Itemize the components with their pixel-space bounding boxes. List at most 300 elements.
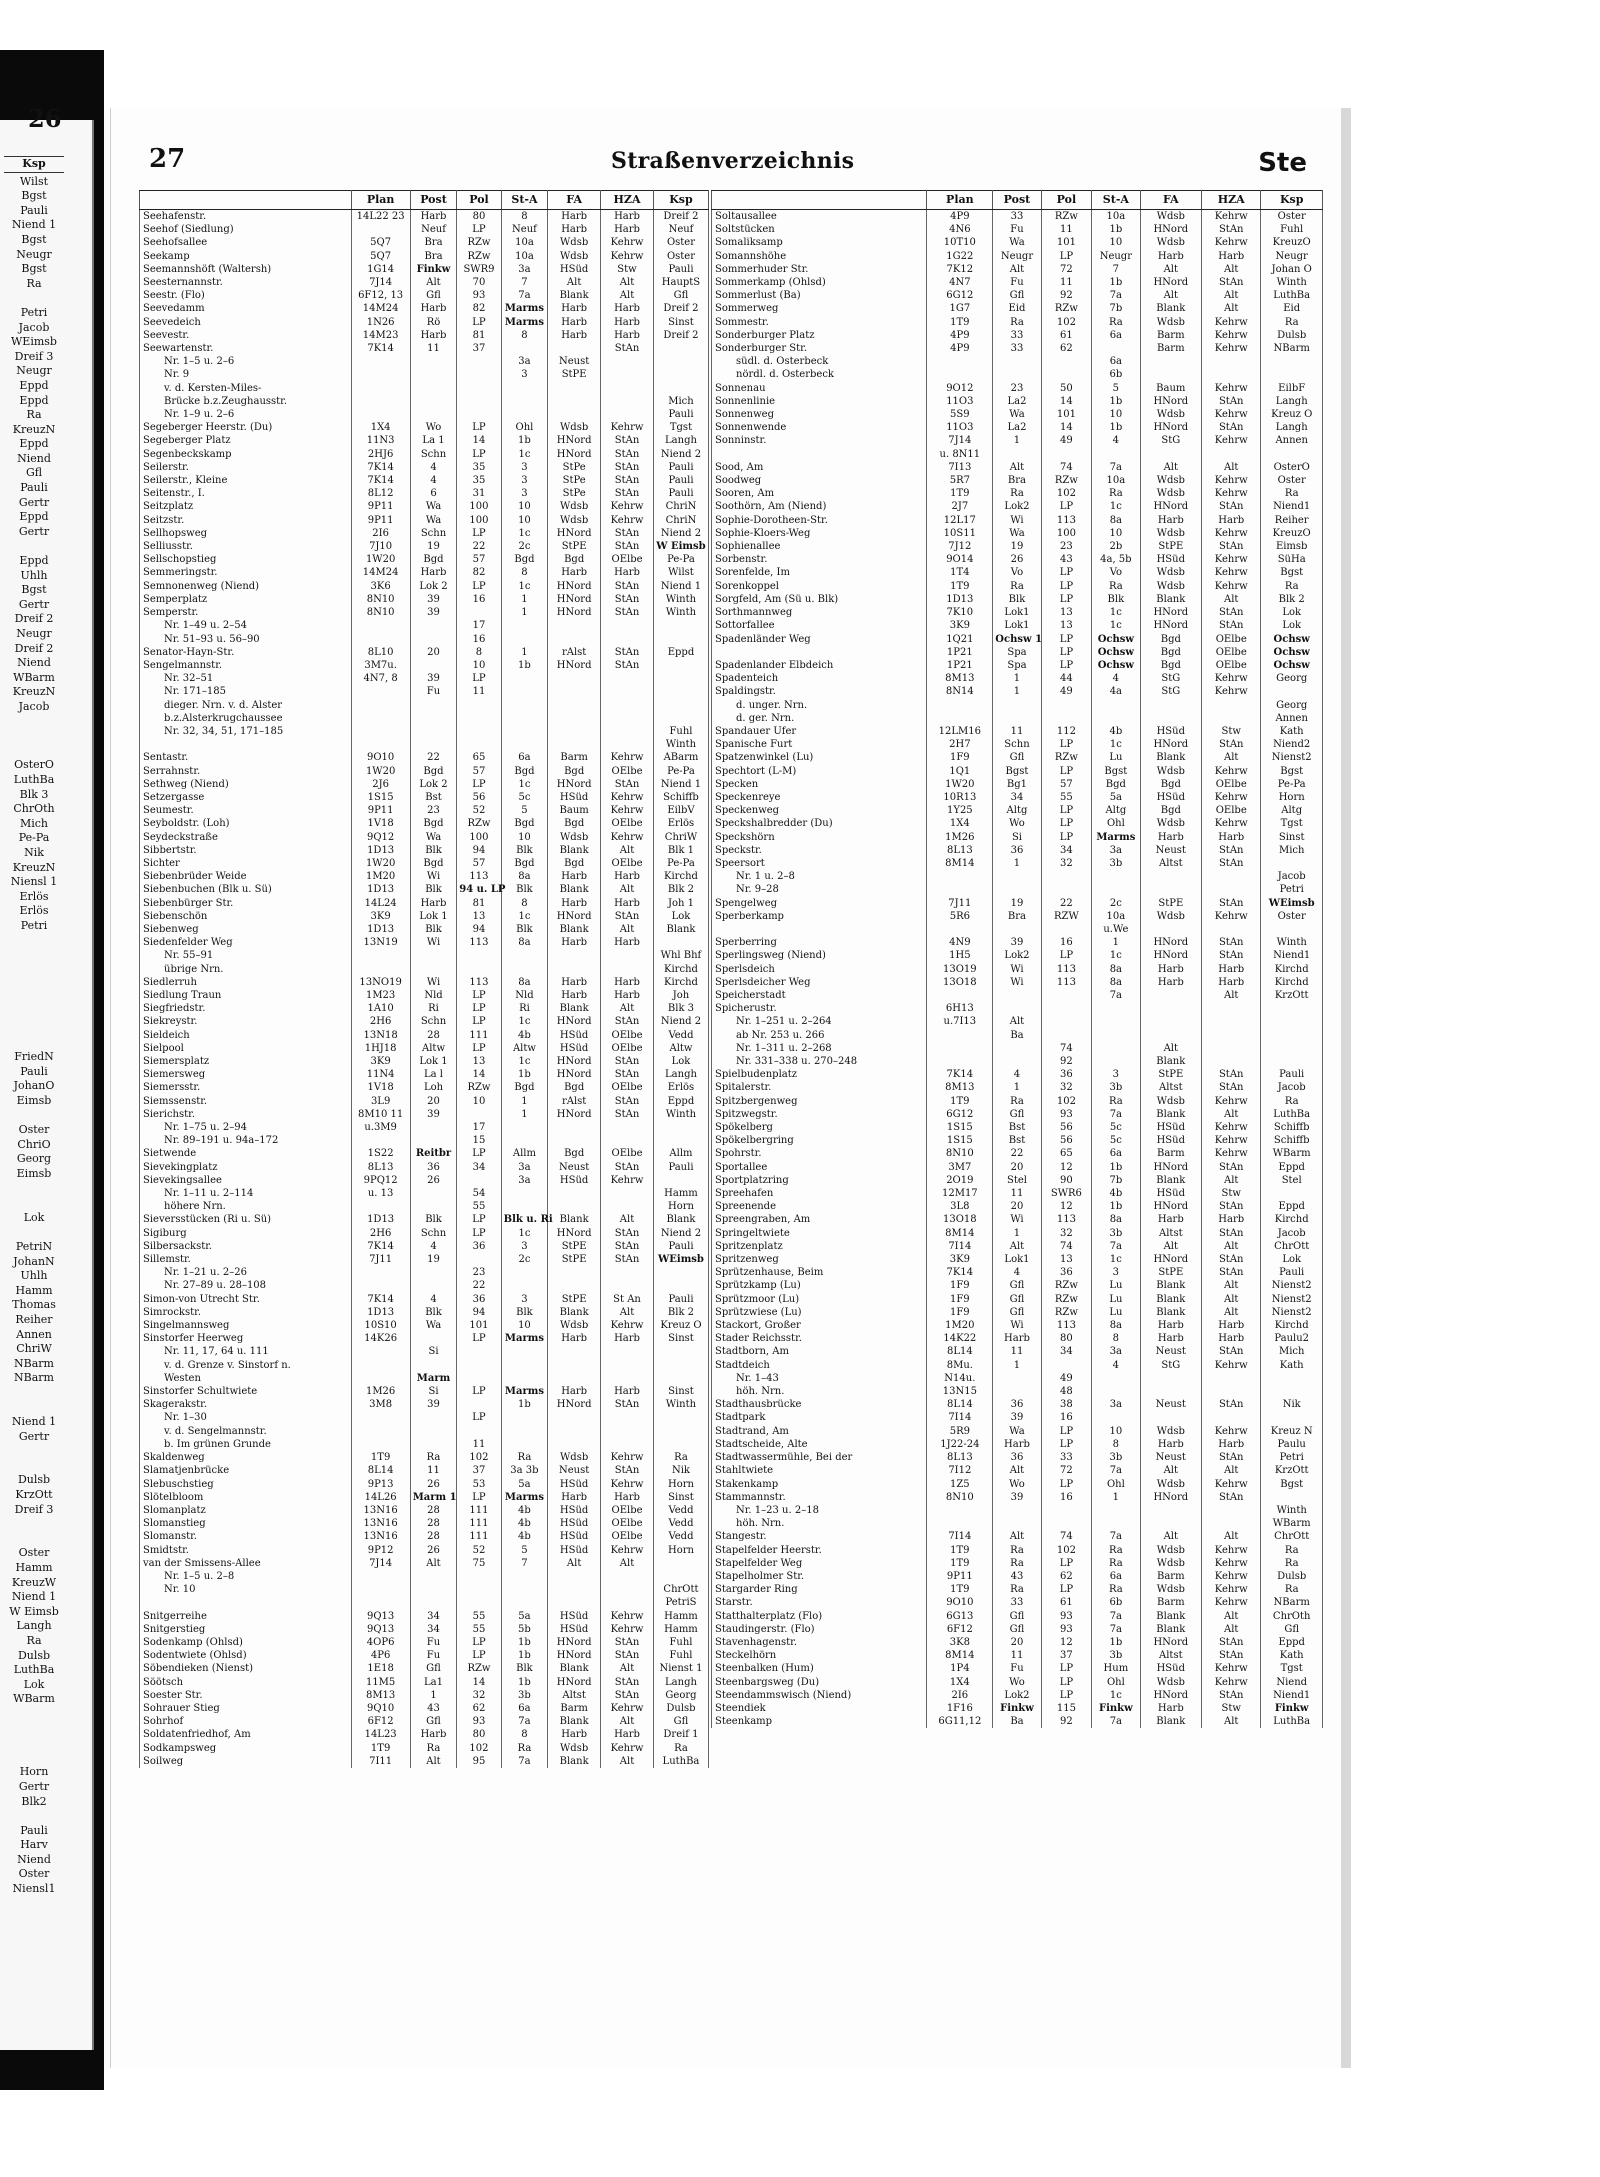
cell-fa: Wdsb <box>1140 474 1202 487</box>
cell-fa: Harb <box>548 936 601 949</box>
cell-fa: Harb <box>548 897 601 910</box>
cell-hza: Kehrw <box>1202 236 1261 249</box>
cell-fa <box>548 963 601 976</box>
cell-st-a: 3a <box>501 263 548 276</box>
cell-st-a <box>1092 1055 1140 1068</box>
street-name: Stadtpark <box>712 1411 927 1424</box>
cell-fa: HSüd <box>1140 1662 1202 1675</box>
cell-fa: StPE <box>1140 1266 1202 1279</box>
cell-ksp: Kreuz O <box>1261 408 1323 421</box>
cell-fa: Blank <box>1140 751 1202 764</box>
cell-post: Ra <box>410 1742 457 1755</box>
cell-st-a: 1b <box>1092 223 1140 236</box>
cell-fa: HSüd <box>1140 1187 1202 1200</box>
cell-st-a: Blk <box>501 1662 548 1675</box>
cell-post: Lok1 <box>993 1253 1041 1266</box>
previous-page-entry: Oster <box>18 1123 50 1137</box>
cell-st-a: 1b <box>501 1676 548 1689</box>
cell-ksp: Mich <box>1261 844 1323 857</box>
table-row <box>140 1279 709 1292</box>
street-name: Simon-von Utrecht Str. <box>140 1293 352 1306</box>
cell-hza: OElbe <box>1202 633 1261 646</box>
cell-post <box>993 368 1041 381</box>
street-name: Speckenweg <box>712 804 927 817</box>
street-name: Siemersplatz <box>140 1055 352 1068</box>
cell-plan: 2H6 <box>351 1227 410 1240</box>
cell-plan: 1W20 <box>927 778 993 791</box>
cell-hza: Kehrw <box>1202 1662 1261 1675</box>
cell-pol: 33 <box>1041 1451 1092 1464</box>
street-name: Sorbenstr. <box>712 553 927 566</box>
cell-hza: Kehrw <box>1202 1095 1261 1108</box>
cell-fa: Wdsb <box>1140 1425 1202 1438</box>
cell-pol: 115 <box>1041 1702 1092 1715</box>
cell-fa: Harb <box>548 976 601 989</box>
cell-post: Marm 1 <box>410 1491 457 1504</box>
cell-plan: 5Q7 <box>351 250 410 263</box>
cell-st-a: 7a <box>1092 989 1140 1002</box>
cell-plan: 8L12 <box>351 487 410 500</box>
cell-pol: 111 <box>457 1517 501 1530</box>
cell-st-a: 4 <box>1092 1359 1140 1372</box>
cell-hza: StAn <box>1202 897 1261 910</box>
street-name: Seevestr. <box>140 329 352 342</box>
cell-pol: 13 <box>1041 606 1092 619</box>
cell-plan: 1E18 <box>351 1662 410 1675</box>
cell-plan: 1W20 <box>351 553 410 566</box>
cell-hza: Kehrw <box>1202 474 1261 487</box>
cell-st-a <box>1092 1385 1140 1398</box>
table-row <box>140 421 709 434</box>
cell-pol: 32 <box>457 1689 501 1702</box>
street-name: Nr. 10 <box>140 1583 352 1596</box>
cell-plan: 1M20 <box>927 1319 993 1332</box>
cell-st-a <box>501 1200 548 1213</box>
cell-st-a: 10a <box>1092 474 1140 487</box>
cell-ksp: Nienst2 <box>1261 1293 1323 1306</box>
cell-hza <box>1202 1002 1261 1015</box>
cell-ksp: Langh <box>653 434 708 447</box>
cell-post: Blk <box>410 1213 457 1226</box>
cell-pol: LP <box>457 672 501 685</box>
cell-ksp: Winth <box>1261 936 1323 949</box>
cell-fa: Blank <box>1140 1610 1202 1623</box>
table-row <box>712 210 1323 224</box>
table-row <box>712 1015 1323 1028</box>
street-name: Slamatjenbrücke <box>140 1464 352 1477</box>
cell-fa <box>548 725 601 738</box>
table-row <box>140 1174 709 1187</box>
cell-ksp: Nik <box>1261 1398 1323 1411</box>
cell-post: Wo <box>410 421 457 434</box>
cell-ksp: Paulu2 <box>1261 1332 1323 1345</box>
table-row <box>712 606 1323 619</box>
cell-post: Wi <box>993 514 1041 527</box>
table-row <box>140 487 709 500</box>
cell-fa: HSüd <box>548 791 601 804</box>
cell-hza: OElbe <box>601 1504 654 1517</box>
cell-plan <box>927 699 993 712</box>
street-name: Speckenreye <box>712 791 927 804</box>
cell-st-a: Bgst <box>1092 765 1140 778</box>
cell-post <box>993 1055 1041 1068</box>
cell-hza: OElbe <box>601 1042 654 1055</box>
cell-st-a <box>1092 1411 1140 1424</box>
cell-st-a: 8 <box>1092 1438 1140 1451</box>
cell-hza: StAn <box>1202 540 1261 553</box>
cell-post: 11 <box>410 342 457 355</box>
table-row <box>712 302 1323 315</box>
cell-ksp: Altw <box>653 1042 708 1055</box>
cell-pol: 93 <box>457 1715 501 1728</box>
cell-plan <box>927 870 993 883</box>
cell-post: 4 <box>410 461 457 474</box>
cell-hza <box>601 1345 654 1358</box>
cell-fa: Harb <box>1140 1319 1202 1332</box>
cell-ksp: Nik <box>653 1464 708 1477</box>
cell-pol: LP <box>1041 1438 1092 1451</box>
cell-ksp: Vedd <box>653 1517 708 1530</box>
cell-ksp <box>1261 685 1323 698</box>
cell-hza: StAn <box>601 580 654 593</box>
previous-page-entry: Ra <box>26 276 42 290</box>
street-name: Seekamp <box>140 250 352 263</box>
cell-hza: StAn <box>1202 1081 1261 1094</box>
table-row <box>140 474 709 487</box>
table-row <box>712 976 1323 989</box>
cell-plan: u.3M9 <box>351 1121 410 1134</box>
cell-fa <box>548 395 601 408</box>
cell-plan: 8N10 <box>927 1491 993 1504</box>
street-name: höhere Nrn. <box>140 1200 352 1213</box>
cell-post: Wo <box>993 1478 1041 1491</box>
cell-fa: Barm <box>548 1702 601 1715</box>
cell-plan: 13N16 <box>351 1530 410 1543</box>
cell-hza <box>601 1121 654 1134</box>
cell-plan: 1S22 <box>351 1147 410 1160</box>
cell-post <box>410 408 457 421</box>
cell-ksp: Winth <box>653 593 708 606</box>
cell-fa: Harb <box>548 989 601 1002</box>
cell-ksp: Paulu <box>1261 1438 1323 1451</box>
street-name <box>712 448 927 461</box>
street-name: Seevedamm <box>140 302 352 315</box>
cell-post: 1 <box>993 672 1041 685</box>
cell-post <box>993 712 1041 725</box>
cell-fa: Blank <box>548 1755 601 1768</box>
cell-plan: 3K8 <box>927 1636 993 1649</box>
cell-st-a: 1 <box>1092 936 1140 949</box>
cell-fa: HNord <box>548 1676 601 1689</box>
street-name: Sportplatzring <box>712 1174 927 1187</box>
cell-pol: 113 <box>457 870 501 883</box>
street-name: Siebenschön <box>140 910 352 923</box>
cell-plan: 1T9 <box>927 1095 993 1108</box>
street-name: Semmeringstr. <box>140 566 352 579</box>
cell-fa <box>548 1570 601 1583</box>
cell-ksp: Fuhl <box>653 725 708 738</box>
cell-post: Harb <box>410 329 457 342</box>
cell-hza: Harb <box>601 329 654 342</box>
street-name: Stammannstr. <box>712 1491 927 1504</box>
cell-st-a: Marms <box>501 1385 548 1398</box>
cell-post: 22 <box>410 751 457 764</box>
cell-ksp: Johan O <box>1261 263 1323 276</box>
cell-st-a <box>501 725 548 738</box>
cell-ksp: Kath <box>1261 1359 1323 1372</box>
cell-hza: Alt <box>1202 1174 1261 1187</box>
cell-pol: LP <box>1041 566 1092 579</box>
cell-plan: 7J11 <box>927 897 993 910</box>
cell-st-a: 4a, 5b <box>1092 553 1140 566</box>
cell-st-a: 8 <box>501 897 548 910</box>
cell-post: Harb <box>993 1332 1041 1345</box>
cell-ksp: Schiffb <box>653 791 708 804</box>
cell-pol: 93 <box>457 289 501 302</box>
cell-post: 28 <box>410 1530 457 1543</box>
cell-pol: RZw <box>1041 302 1092 315</box>
cell-plan: 9P11 <box>927 1570 993 1583</box>
cell-fa: HSüd <box>548 1610 601 1623</box>
cell-pol: 93 <box>1041 1610 1092 1623</box>
cell-hza: StAn <box>601 1689 654 1702</box>
street-name: Sonnenau <box>712 382 927 395</box>
street-name: Speckstr. <box>712 844 927 857</box>
cell-st-a: Ochsw <box>1092 633 1140 646</box>
street-name: Siebenbuchen (Blk u. Sü) <box>140 883 352 896</box>
cell-st-a <box>1092 1015 1140 1028</box>
cell-post <box>410 355 457 368</box>
cell-post: Blk <box>410 923 457 936</box>
cell-fa: Harb <box>548 870 601 883</box>
table-row <box>712 1306 1323 1319</box>
cell-ksp: PetriS <box>653 1596 708 1609</box>
table-row <box>140 1530 709 1543</box>
cell-fa: HNord <box>1140 949 1202 962</box>
cell-pol: 14 <box>457 1068 501 1081</box>
cell-ksp: Niend 1 <box>653 580 708 593</box>
street-name: Specken <box>712 778 927 791</box>
cell-st-a: Bgd <box>501 1081 548 1094</box>
table-row <box>712 1649 1323 1662</box>
cell-plan <box>351 368 410 381</box>
cell-pol: LP <box>1041 949 1092 962</box>
cell-hza: StAn <box>601 1253 654 1266</box>
cell-plan: 8L13 <box>927 844 993 857</box>
cell-hza <box>601 1266 654 1279</box>
table-row <box>140 646 709 659</box>
cell-pol <box>1041 989 1092 1002</box>
cell-hza: Kehrw <box>601 1610 654 1623</box>
cell-fa: Blank <box>548 1662 601 1675</box>
cell-post: Ra <box>993 316 1041 329</box>
cell-post: Alt <box>410 1755 457 1768</box>
cell-ksp <box>653 659 708 672</box>
cell-st-a: 3 <box>1092 1068 1140 1081</box>
street-name: höh. Nrn. <box>712 1385 927 1398</box>
previous-page-edge <box>0 104 94 2050</box>
cell-post: 11 <box>993 1345 1041 1358</box>
cell-ksp: Neuf <box>653 223 708 236</box>
cell-plan: 4N7, 8 <box>351 672 410 685</box>
cell-fa: Blank <box>1140 302 1202 315</box>
cell-st-a: 3a <box>1092 844 1140 857</box>
cell-hza: Alt <box>601 276 654 289</box>
cell-st-a <box>1092 342 1140 355</box>
cell-st-a <box>501 395 548 408</box>
cell-st-a <box>501 712 548 725</box>
cell-hza: Harb <box>601 566 654 579</box>
cell-st-a: 10 <box>501 1319 548 1332</box>
table-row <box>140 725 709 738</box>
cell-hza: Stw <box>1202 1702 1261 1715</box>
cell-fa <box>548 408 601 421</box>
cell-hza: Harb <box>1202 1319 1261 1332</box>
cell-hza: Kehrw <box>1202 1676 1261 1689</box>
cell-plan: 7J14 <box>351 1557 410 1570</box>
cell-hza: Kehrw <box>1202 1596 1261 1609</box>
cell-hza: OElbe <box>601 857 654 870</box>
cell-post: Wi <box>410 976 457 989</box>
cell-hza <box>1202 1029 1261 1042</box>
cell-hza <box>601 1583 654 1596</box>
cell-plan <box>351 1596 410 1609</box>
cell-pol: LP <box>457 1411 501 1424</box>
street-name: Nr. 27–89 u. 28–108 <box>140 1279 352 1292</box>
cell-st-a: 3a <box>501 1174 548 1187</box>
table-row <box>140 1293 709 1306</box>
cell-hza: StAn <box>1202 1253 1261 1266</box>
cell-hza <box>601 1411 654 1424</box>
street-name <box>140 738 352 751</box>
cell-ksp <box>653 1345 708 1358</box>
street-name: Soltausallee <box>712 210 927 224</box>
cell-hza: Kehrw <box>1202 685 1261 698</box>
cell-post: 20 <box>993 1161 1041 1174</box>
cell-ksp: Winth <box>653 738 708 751</box>
cell-post: Wa <box>993 408 1041 421</box>
cell-fa: Wdsb <box>1140 910 1202 923</box>
cell-hza: OElbe <box>601 1029 654 1042</box>
cell-ksp: Sinst <box>653 1385 708 1398</box>
cell-st-a: 7a <box>1092 1715 1140 1728</box>
previous-page-entry <box>4 1459 64 1474</box>
street-name: Sottorfallee <box>712 619 927 632</box>
cell-post: 36 <box>993 1451 1041 1464</box>
cell-pol <box>457 699 501 712</box>
cell-fa: Blank <box>548 883 601 896</box>
table-row <box>140 1319 709 1332</box>
table-row <box>140 566 709 579</box>
cell-pol: 74 <box>1041 1042 1092 1055</box>
cell-fa: StG <box>1140 1359 1202 1372</box>
cell-ksp: Ochsw <box>1261 633 1323 646</box>
cell-st-a <box>501 1187 548 1200</box>
cell-plan: 1D13 <box>351 1306 410 1319</box>
cell-pol: 113 <box>1041 963 1092 976</box>
cell-plan <box>927 712 993 725</box>
cell-fa: Alt <box>548 1557 601 1570</box>
street-name: Sonninstr. <box>712 434 927 447</box>
table-row <box>140 1451 709 1464</box>
cell-plan: 1S15 <box>927 1121 993 1134</box>
table-row <box>140 831 709 844</box>
street-name: Sichter <box>140 857 352 870</box>
street-name: Semperplatz <box>140 593 352 606</box>
table-row <box>140 1306 709 1319</box>
cell-post: Gfl <box>993 751 1041 764</box>
cell-plan: 5Q7 <box>351 236 410 249</box>
cell-hza: Kehrw <box>1202 329 1261 342</box>
cell-pol: 113 <box>1041 976 1092 989</box>
cell-post: Si <box>993 831 1041 844</box>
cell-fa: HSüd <box>548 1174 601 1187</box>
cell-pol <box>457 949 501 962</box>
cell-post <box>410 738 457 751</box>
table-row <box>712 923 1323 936</box>
cell-st-a: 2c <box>501 1253 548 1266</box>
cell-ksp: Eppd <box>1261 1200 1323 1213</box>
cell-fa <box>1140 1517 1202 1530</box>
cell-post: Fu <box>410 685 457 698</box>
cell-plan: 8M14 <box>927 1227 993 1240</box>
cell-st-a <box>1092 870 1140 883</box>
table-row <box>712 1161 1323 1174</box>
cell-ksp <box>653 699 708 712</box>
cell-pol: 61 <box>1041 1596 1092 1609</box>
cell-ksp: Eid <box>1261 302 1323 315</box>
street-name: Stapelholmer Str. <box>712 1570 927 1583</box>
street-name: Stargarder Ring <box>712 1583 927 1596</box>
cell-st-a: 7a <box>1092 1610 1140 1623</box>
cell-fa: HSüd <box>548 1530 601 1543</box>
street-name: Sportallee <box>712 1161 927 1174</box>
cell-ksp: Erlös <box>653 1081 708 1094</box>
table-row <box>140 1517 709 1530</box>
cell-st-a: Ra <box>501 1742 548 1755</box>
table-row <box>712 580 1323 593</box>
cell-st-a: Blk <box>501 1306 548 1319</box>
cell-fa: HNord <box>548 1055 601 1068</box>
cell-st-a: Bgd <box>501 817 548 830</box>
cell-fa: Wdsb <box>1140 1583 1202 1596</box>
cell-post: Wa <box>993 1425 1041 1438</box>
cell-plan: 1G14 <box>351 263 410 276</box>
cell-ksp: KrzOtt <box>1261 1464 1323 1477</box>
cell-fa: Wdsb <box>1140 580 1202 593</box>
cell-st-a: 8 <box>501 566 548 579</box>
previous-page-entry: Eppd <box>19 378 49 392</box>
table-row <box>140 1385 709 1398</box>
street-name: Nr. 51–93 u. 56–90 <box>140 633 352 646</box>
cell-st-a: Lu <box>1092 1306 1140 1319</box>
table-row <box>140 949 709 962</box>
table-row <box>712 765 1323 778</box>
table-row <box>140 1240 709 1253</box>
cell-post <box>410 1200 457 1213</box>
table-row <box>140 963 709 976</box>
cell-hza <box>1202 368 1261 381</box>
cell-hza <box>601 1438 654 1451</box>
cell-ksp <box>653 1425 708 1438</box>
table-row <box>140 1359 709 1372</box>
previous-page-entry: W Eimsb <box>9 1604 59 1618</box>
cell-post <box>993 1042 1041 1055</box>
cell-fa: Harb <box>1140 1332 1202 1345</box>
cell-hza: Kehrw <box>1202 566 1261 579</box>
previous-page-entry: Dulsb <box>17 1473 51 1487</box>
cell-fa: Altst <box>1140 857 1202 870</box>
